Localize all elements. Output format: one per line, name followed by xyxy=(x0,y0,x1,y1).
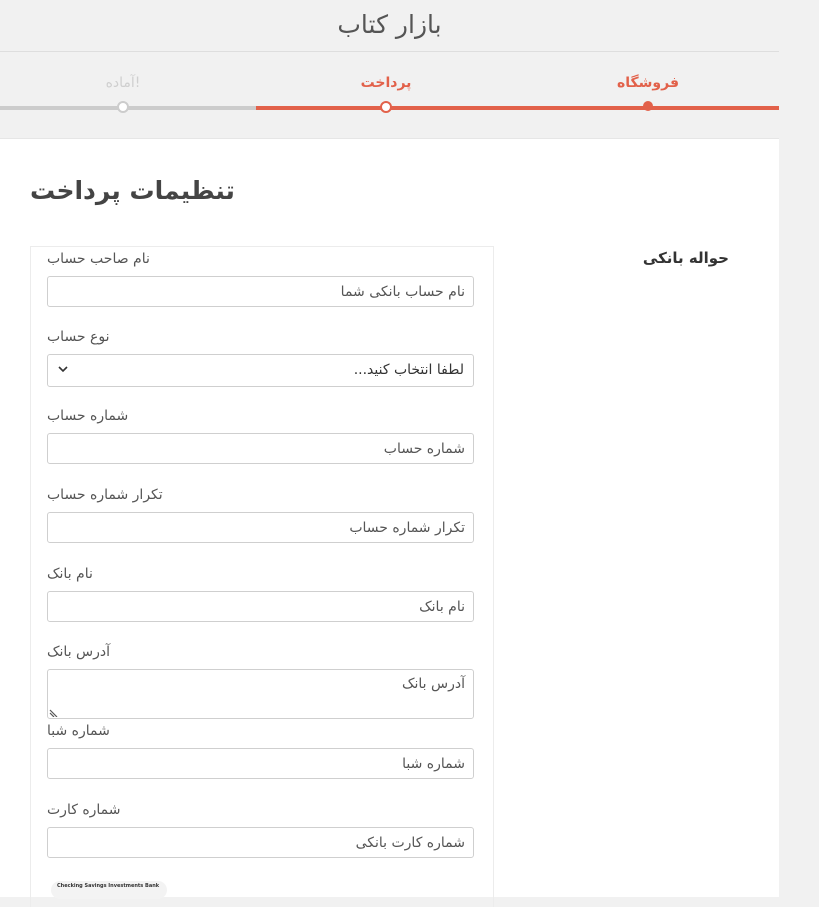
bank-logo-caption: Checking Savings Investments Bank xyxy=(57,883,160,889)
sheba-label: شماره شبا xyxy=(47,723,110,739)
account-type-value: لطفا انتخاب کنید... xyxy=(353,362,464,378)
bank-address-label: آدرس بانک xyxy=(47,644,111,660)
account-number-confirm-label: تکرار شماره حساب xyxy=(47,487,163,503)
step-ready-dot xyxy=(117,101,129,113)
bank-transfer-form xyxy=(30,246,494,907)
account-number-confirm-input[interactable] xyxy=(47,512,474,543)
bank-name-input[interactable] xyxy=(47,591,474,622)
bank-name-label: نام بانک xyxy=(47,566,93,582)
step-track-completed xyxy=(256,106,779,110)
sheba-input[interactable] xyxy=(47,748,474,779)
step-payment-label[interactable]: پرداخت xyxy=(360,75,412,91)
account-name-label: نام صاحب حساب xyxy=(47,251,150,267)
card-number-input[interactable] xyxy=(47,827,474,858)
header xyxy=(0,0,779,52)
account-number-label: شماره حساب xyxy=(47,408,129,424)
page-title: تنظیمات پرداخت xyxy=(30,176,235,205)
chevron-down-icon xyxy=(58,364,68,374)
page-gutter xyxy=(780,0,819,896)
payment-settings-card xyxy=(0,138,779,897)
step-store-label[interactable]: فروشگاه xyxy=(616,75,680,91)
step-ready-label: آماده! xyxy=(105,75,141,91)
bank-transfer-label: حواله بانکی xyxy=(642,249,729,267)
card-number-label: شماره کارت xyxy=(47,802,121,818)
site-title: بازار کتاب xyxy=(337,10,442,39)
account-type-select[interactable] xyxy=(47,354,474,387)
resize-handle-icon[interactable] xyxy=(49,707,59,717)
checkout-steps xyxy=(0,52,779,138)
step-store-dot[interactable] xyxy=(643,101,653,111)
account-name-input[interactable] xyxy=(47,276,474,307)
bank-address-textarea[interactable] xyxy=(47,669,474,719)
bank-logo-image xyxy=(51,881,167,899)
account-type-label: نوع حساب xyxy=(47,329,110,345)
account-number-input[interactable] xyxy=(47,433,474,464)
step-payment-dot[interactable] xyxy=(380,101,392,113)
